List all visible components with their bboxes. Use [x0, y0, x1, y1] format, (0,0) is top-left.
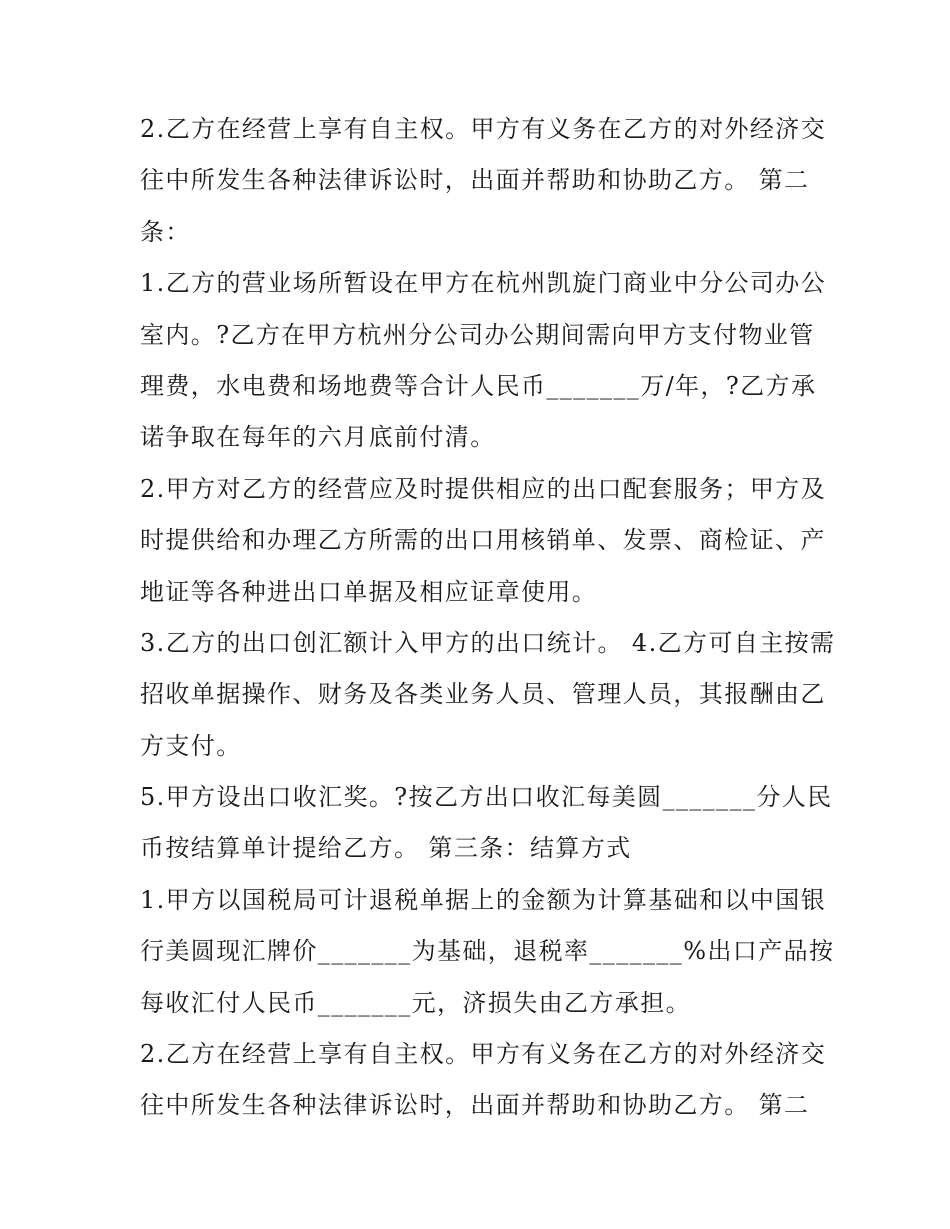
text-line: 往中所发生各种法律诉讼时，出面并帮助和协助乙方。 第二	[140, 166, 810, 195]
text-line: 往中所发生各种法律诉讼时，出面并帮助和协助乙方。 第二	[140, 1091, 810, 1120]
text-line: 2.甲方对乙方的经营应及时提供相应的出口配套服务；甲方及	[140, 474, 827, 503]
text-line: 1.乙方的营业场所暂设在甲方在杭州凯旋门商业中分公司办公	[140, 269, 827, 298]
text-line: 5.甲方设出口收汇奖。?按乙方出口收汇每美圆_______分人民	[140, 783, 833, 812]
text-line: 室内。?乙方在甲方杭州分公司办公期间需向甲方支付物业管	[140, 320, 815, 349]
text-line: 行美圆现汇牌价_______为基础，退税率_______%出口产品按	[140, 937, 835, 966]
text-line: 理费，水电费和场地费等合计人民币_______万/年，?乙方承	[140, 371, 817, 400]
text-line: 币按结算单计提给乙方。 第三条：结算方式	[140, 834, 632, 863]
text-line: 3.乙方的出口创汇额计入甲方的出口统计。 4.乙方可自主按需	[140, 628, 836, 657]
contract-body	[140, 104, 836, 1132]
text-line: 诺争取在每年的六月底前付清。	[140, 423, 496, 452]
text-line: 时提供给和办理乙方所需的出口用核销单、发票、商检证、产	[140, 526, 826, 555]
text-line: 招收单据操作、财务及各类业务人员、管理人员，其报酬由乙	[140, 680, 826, 709]
text-line: 条：	[140, 217, 191, 246]
text-line: 每收汇付人民币_______元，济损失由乙方承担。	[140, 988, 691, 1017]
text-line: 方支付。	[140, 731, 242, 760]
text-line: 1.甲方以国税局可计退税单据上的金额为计算基础和以中国银	[140, 885, 827, 914]
text-line: 地证等各种进出口单据及相应证章使用。	[140, 577, 598, 606]
text-line: 2.乙方在经营上享有自主权。甲方有义务在乙方的对外经济交	[140, 115, 827, 143]
text-line: 2.乙方在经营上享有自主权。甲方有义务在乙方的对外经济交	[140, 1040, 827, 1069]
